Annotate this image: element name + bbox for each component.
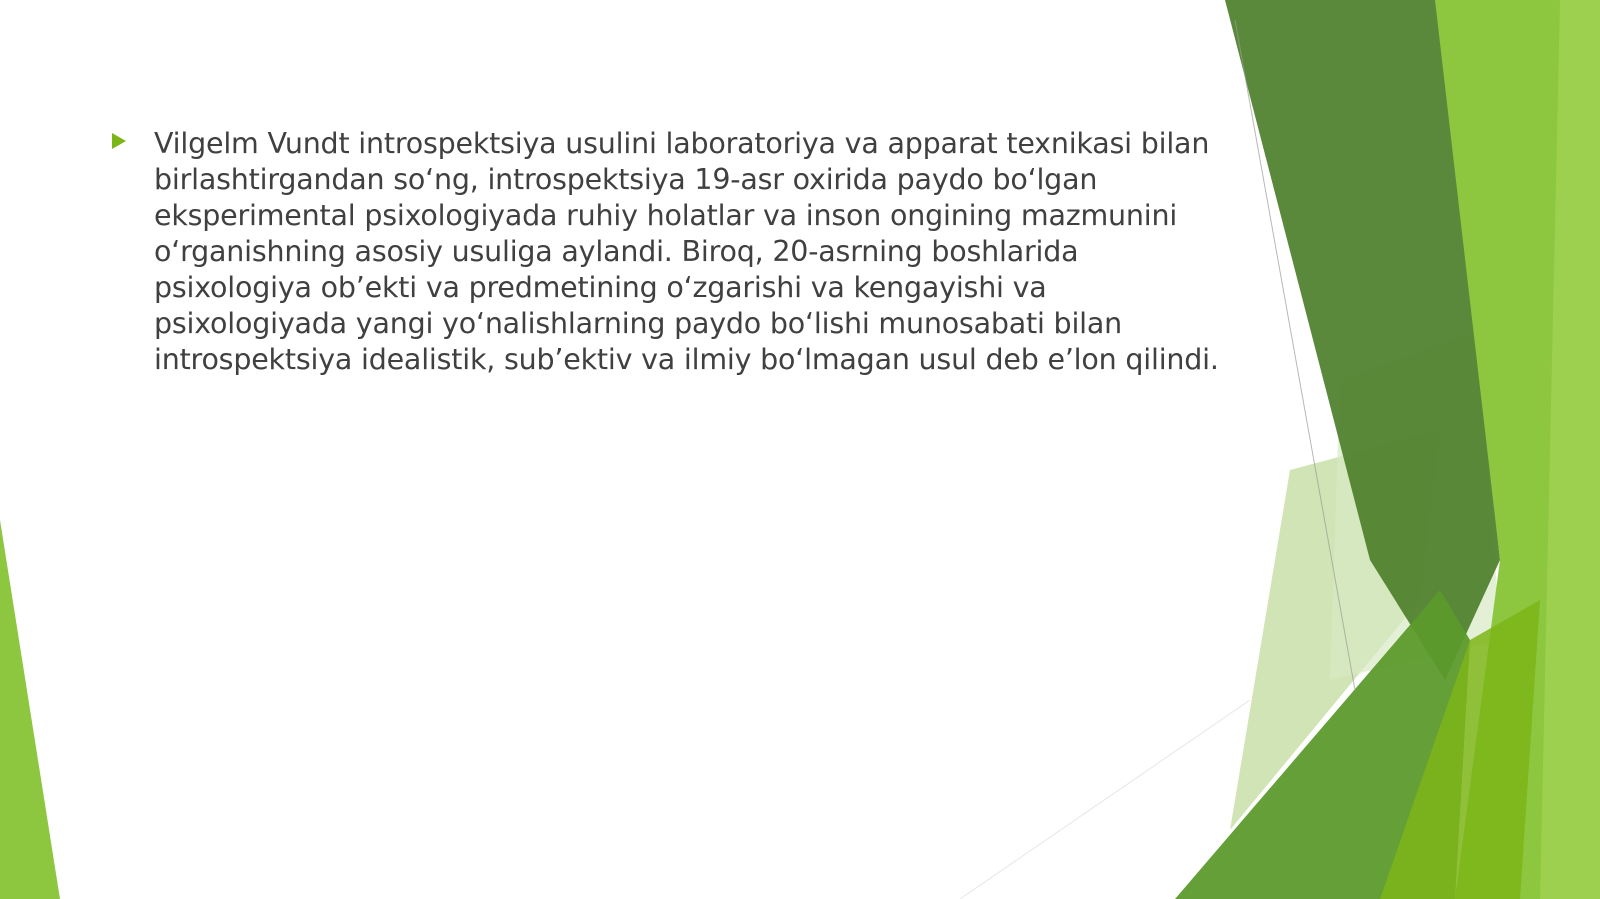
left-green-shape [0, 520, 60, 899]
bullet-item [110, 126, 1220, 378]
bullet-text: Vilgelm Vundt introspektsiya usulini laboratoriya va apparat texnikasi bilan birlashtirgandan so‘ng, introspektsiya 19-asr oxirida paydo bo‘lgan eksperimental psixologiyada ruhiy holatlar va inson ongining mazmunini o‘rganishning asosiy usuliga aylandi. Biroq, 20-asrning boshlarida psixologiya ob’ekti va predmetining o‘zgarishi va kengayishi va psixologiyada yangi yo‘nalishlarning paydo bo‘lishi munosabati bilan introspektsiya idealistik, sub’ektiv va ilmiy bo‘lmagan usul deb e’lon qilindi. [154, 127, 1219, 376]
slide-content [110, 126, 1220, 378]
triangle-right-icon [110, 126, 154, 155]
